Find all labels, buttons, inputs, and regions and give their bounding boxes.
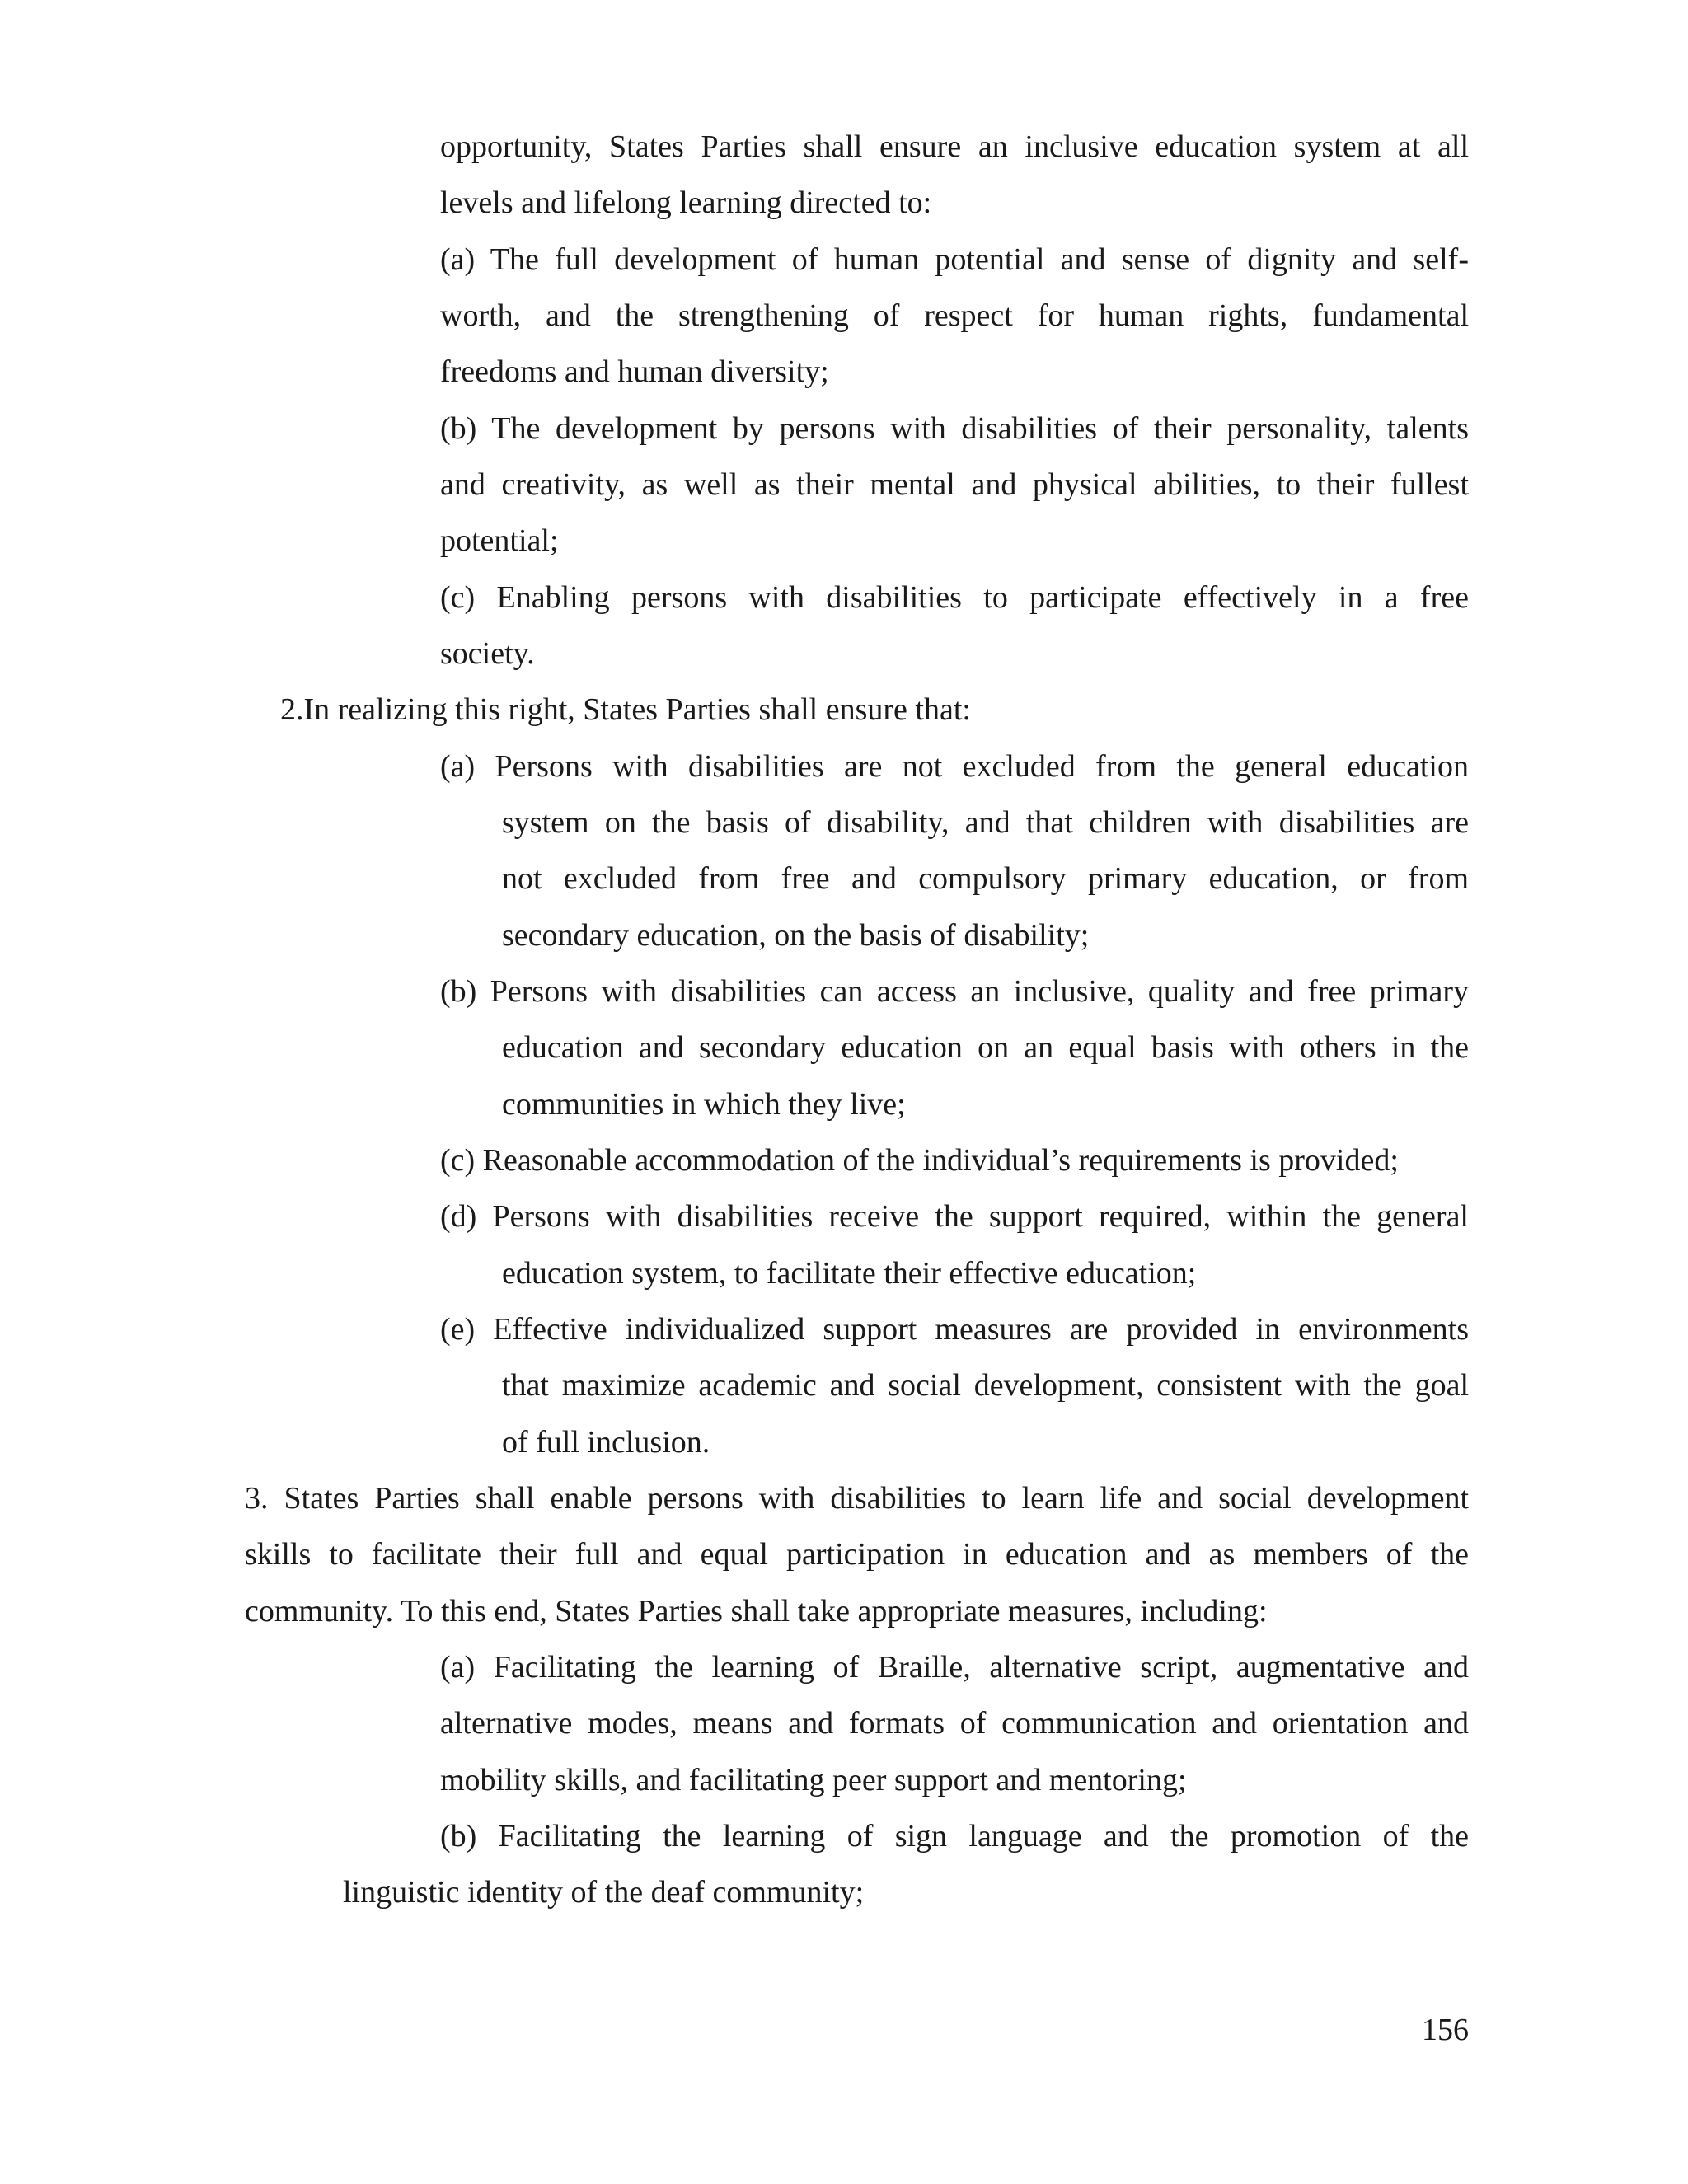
text-line: alternative modes, means and formats of communication and orientation and — [440, 1706, 1469, 1741]
text-line: (b) Persons with disabilities can access an inclusive, quality and free primary — [440, 974, 1469, 1009]
text-line: freedoms and human diversity; — [440, 354, 829, 389]
text-line: society. — [440, 636, 535, 671]
text-line: skills to facilitate their full and equal participation in education and as members of the — [245, 1537, 1469, 1572]
text-line: worth, and the strengthening of respect for human rights, fundamental — [440, 298, 1469, 333]
text-line: potential; — [440, 523, 559, 558]
text-line: levels and lifelong learning directed to: — [440, 185, 932, 220]
text-line: education system, to facilitate their effective education; — [502, 1256, 1197, 1291]
text-line: (e) Effective individualized support measures are provided in environments — [440, 1312, 1469, 1347]
text-line: communities in which they live; — [502, 1087, 906, 1122]
text-line: and creativity, as well as their mental and physical abilities, to their fullest — [440, 467, 1469, 502]
text-line: education and secondary education on an equal basis with others in the — [502, 1030, 1469, 1065]
text-line: (d) Persons with disabilities receive the support required, within the general — [440, 1199, 1469, 1234]
page-number: 156 — [1422, 2013, 1469, 2047]
text-line: of full inclusion. — [502, 1425, 710, 1460]
text-line: not excluded from free and compulsory primary education, or from — [502, 861, 1469, 896]
text-line: community. To this end, States Parties shall take appropriate measures, including: — [245, 1594, 1268, 1629]
text-line: secondary education, on the basis of disability; — [502, 918, 1090, 953]
text-line: (a) Persons with disabilities are not excluded from the general education — [440, 749, 1469, 784]
text-line: (a) The full development of human potential and sense of dignity and self- — [440, 242, 1469, 277]
text-line: (b) Facilitating the learning of sign language and the promotion of the — [440, 1819, 1469, 1854]
text-line: linguistic identity of the deaf community; — [343, 1875, 865, 1910]
section-heading: 2.In realizing this right, States Parties shall ensure that: — [280, 692, 971, 727]
text-line: mobility skills, and facilitating peer support and mentoring; — [440, 1763, 1187, 1797]
text-line: (b) The development by persons with disabilities of their personality, talents — [440, 411, 1469, 446]
text-line: opportunity, States Parties shall ensure an inclusive education system at all — [440, 129, 1469, 164]
text-line: (c) Reasonable accommodation of the individual’s requirements is provided; — [440, 1143, 1399, 1178]
text-line: (c) Enabling persons with disabilities to participate effectively in a free — [440, 580, 1469, 615]
text-line: that maximize academic and social development, consistent with the goal — [502, 1368, 1469, 1403]
text-line: system on the basis of disability, and that children with disabilities are — [502, 805, 1469, 840]
text-line: (a) Facilitating the learning of Braille, alternative script, augmentative and — [440, 1650, 1469, 1685]
text-line: 3. States Parties shall enable persons with disabilities to learn life and social development — [245, 1481, 1469, 1516]
